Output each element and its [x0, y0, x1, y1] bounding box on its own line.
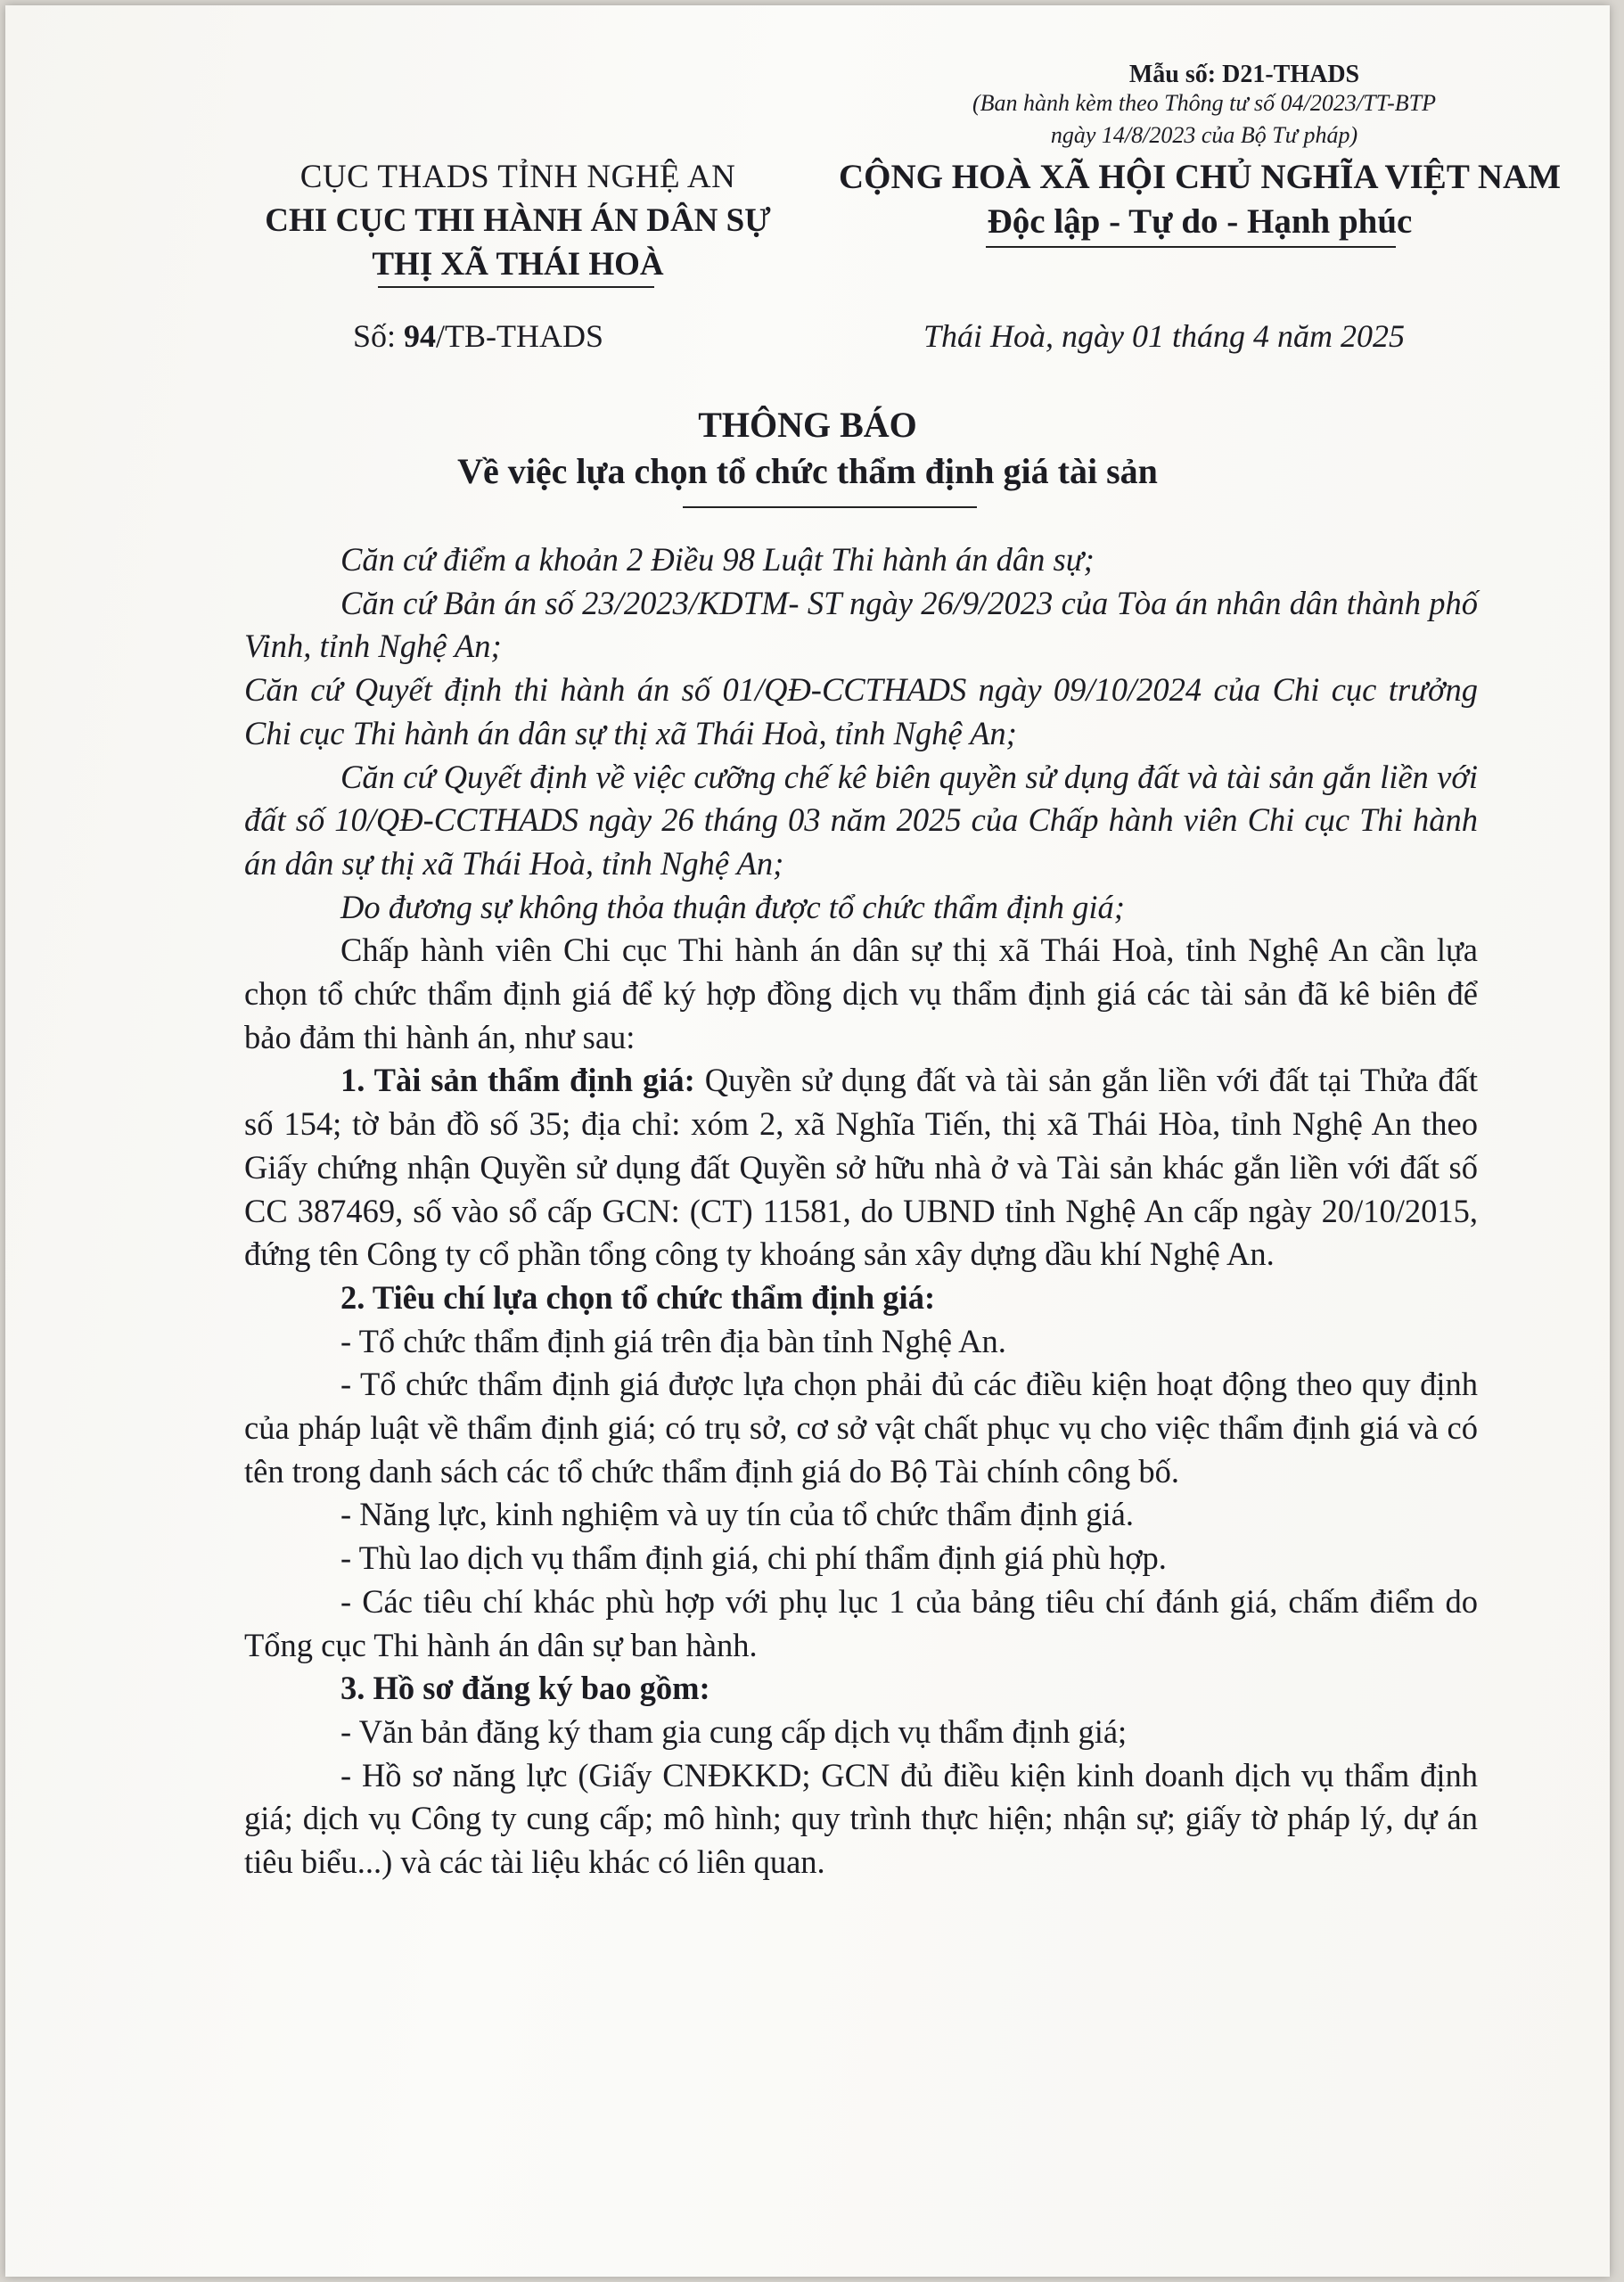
title-sub: Về việc lựa chọn tổ chức thẩm định giá tài sản [457, 451, 1158, 491]
section-1-text: Quyền sử dụng đất và tài sản gắn liền với đất tại Thửa đất số 154; tờ bản đồ số 35; địa chỉ: xóm 2, xã Nghĩa Tiến, thị xã Thái Hòa, tỉnh Nghệ An theo Giấy chứng nhận Quyền sử dụng đất Quyền sở hữu nhà ở và Tài sản khác gắn liền với đất số CC 387469, số vào sổ cấp GCN: (CT) 11581, do UBND tỉnh Nghệ An cấp ngày 20/10/2015, đứng tên Công ty cổ phần tổng công ty khoáng sản xây dựng dầu khí Nghệ An. [244, 1062, 1478, 1273]
basis-2: Căn cứ Bản án số 23/2023/KDTM- ST ngày 26/9/2023 của Tòa án nhân dân thành phố Vinh, tỉnh Nghệ An; [244, 584, 1478, 665]
basis-4: Căn cứ Quyết định về việc cưỡng chế kê biên quyền sử dụng đất và tài sản gắn liền với đất số 10/QĐ-CCTHADS ngày 26 tháng 03 năm 2025 của Chấp hành viên Chi cục Thi hành án dân sự thị xã Thái Hoà, tỉnh Nghệ An; [244, 758, 1478, 882]
criteria-item: - Năng lực, kinh nghiệm và uy tín của tổ chức thẩm định giá. [340, 1496, 1135, 1533]
agency-underline [378, 286, 654, 288]
criteria-item: - Các tiêu chí khác phù hợp với phụ lục 1 của bảng tiêu chí đánh giá, chấm điểm do Tổng cục Thi hành án dân sự ban hành. [244, 1582, 1478, 1663]
motto-underline [986, 246, 1396, 248]
form-note-line2: ngày 14/8/2023 của Bộ Tư pháp) [1050, 122, 1358, 148]
nation-line2: Độc lập - Tự do - Hạnh phúc [987, 202, 1413, 241]
issuing-agency [228, 155, 808, 286]
intro-paragraph: Chấp hành viên Chi cục Thi hành án dân sự thị xã Thái Hoà, tỉnh Nghệ An cần lựa chọn tổ chức thẩm định giá để ký hợp đồng dịch vụ thẩm định giá các tài sản đã kê biên để bảo đảm thi hành án, như sau: [244, 932, 1478, 1055]
document-number-value: 94 [404, 318, 437, 354]
document-body [244, 538, 1478, 1884]
dossier-item: - Hồ sơ năng lực (Giấy CNĐKKD; GCN đủ điều kiện kinh doanh dịch vụ thẩm định giá; dịch vụ Công ty cung cấp; mô hình; quy trình thực hiện; nhận sự; giấy tờ pháp lý, dự án tiêu biểu...) và các tài liệu khác có liên quan. [244, 1756, 1478, 1881]
section-3-heading: 3. Hồ sơ đăng ký bao gồm: [340, 1670, 710, 1707]
criteria-item: - Thù lao dịch vụ thẩm định giá, chi phí thẩm định giá phù hợp. [340, 1539, 1167, 1577]
document-title [273, 402, 1342, 495]
document-number: Số: 94/TB-THADS [353, 318, 604, 354]
document-page [5, 5, 1610, 2277]
nation-line1: CỘNG HOÀ XÃ HỘI CHỦ NGHĨA VIỆT NAM [838, 158, 1562, 196]
agency-line3: THỊ XÃ THÁI HOÀ [372, 246, 664, 283]
agency-line1: CỤC THADS TỈNH NGHỆ AN [299, 159, 736, 195]
form-number: Mẫu số: D21-THADS [1128, 61, 1360, 88]
document-date: Thái Hoà, ngày 01 tháng 4 năm 2025 [923, 318, 1405, 354]
criteria-item: - Tổ chức thẩm định giá được lựa chọn phải đủ các điều kiện hoạt động theo quy định của pháp luật về thẩm định giá; có trụ sở, cơ sở vật chất phục vụ cho việc thẩm định giá và có tên trong danh sách các tổ chức thẩm định giá do Bộ Tài chính công bố. [244, 1366, 1478, 1490]
title-main: THÔNG BÁO [698, 405, 917, 445]
national-motto [808, 155, 1592, 244]
basis-5: Do đương sự không thỏa thuận được tổ chức thẩm định giá; [340, 888, 1125, 925]
basis-1: Căn cứ điểm a khoản 2 Điều 98 Luật Thi hành án dân sự; [340, 541, 1095, 578]
section-1-heading: 1. Tài sản thẩm định giá: [340, 1062, 695, 1099]
section-1 [244, 1059, 1478, 1276]
dossier-item: - Văn bản đăng ký tham gia cung cấp dịch vụ thẩm định giá; [340, 1712, 1128, 1750]
agency-line2: CHI CỤC THI HÀNH ÁN DÂN SỰ [265, 202, 771, 239]
criteria-item: - Tổ chức thẩm định giá trên địa bàn tỉnh Nghệ An. [340, 1322, 1006, 1359]
form-note-line1: (Ban hành kèm theo Thông tư số 04/2023/TT-BTP [972, 90, 1436, 116]
section-2-heading: 2. Tiêu chí lựa chọn tổ chức thẩm định giá: [340, 1278, 936, 1316]
basis-3: Căn cứ Quyết định thi hành án số 01/QĐ-CCTHADS ngày 09/10/2024 của Chi cục trưởng Chi cục Thi hành án dân sự thị xã Thái Hoà, tỉnh Nghệ An; [244, 671, 1478, 751]
title-underline [683, 506, 977, 508]
form-note [915, 87, 1494, 152]
